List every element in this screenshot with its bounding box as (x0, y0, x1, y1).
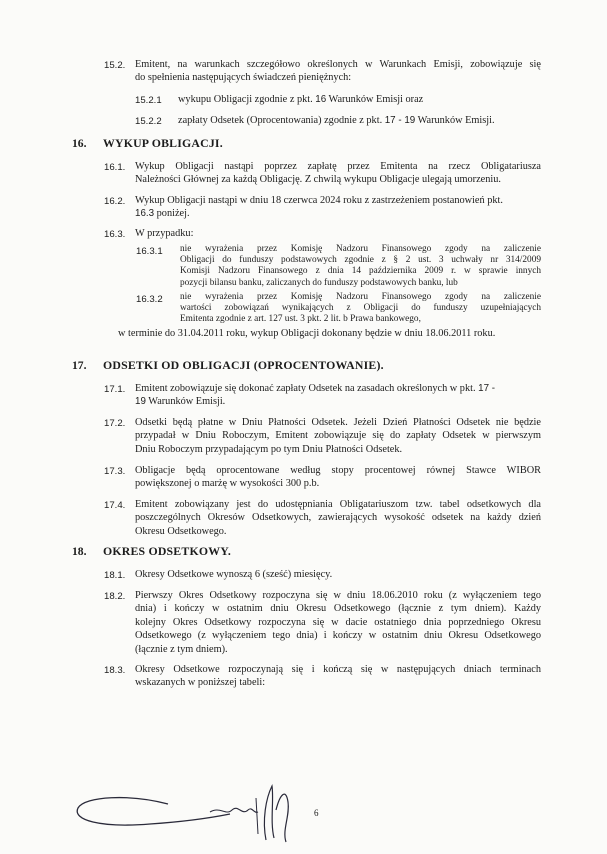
text-run: zapłaty Odsetek (Oprocentowania) zgodnie z pkt. (178, 115, 385, 126)
text-line: nie wyrażenia przez Komisję Nadzoru Finansowego zgody na zaliczenie (180, 292, 541, 302)
item-number: 18.2. (104, 591, 126, 602)
text-run: Warunków Emisji oraz (326, 94, 424, 105)
item-number: 16.3.2 (136, 294, 163, 305)
point-reference: 16.3 (135, 208, 155, 220)
text-run: poniżej. (154, 208, 190, 220)
paragraph-17-1 (135, 382, 541, 409)
text-line: nie wyrażenia przez Komisję Nadzoru Finansowego zgody na zaliczenie (180, 244, 541, 254)
text-line: Obligacji do funduszy podstawowych zgodnie z § 2 ust. 3 uchwały nr 314/2009 (180, 255, 541, 266)
item-number: 15.2.1 (135, 95, 162, 106)
text-line: Komisji Nadzoru Finansowego z dnia 14 października 2009 r. w sprawie innych (180, 266, 541, 277)
text-line: Odsetkowego (z wyłączeniem tego dnia) i kończy w ostatnim dniu Okresu Odsetkowego (135, 630, 541, 642)
paragraph-17-2 (135, 416, 541, 456)
text-line: Obligacje będą oprocentowane według stopy procentowej równej Stawce WIBOR (135, 465, 541, 476)
text-line: Odsetki będą płatne w Dniu Płatności Odsetek. Jeżeli Dzień Płatności Odsetek nie będzie (135, 417, 541, 428)
paragraph-16-3: W przypadku: (135, 228, 194, 239)
page-number: 6 (314, 808, 319, 818)
section-heading: WYKUP OBLIGACJI. (103, 136, 223, 150)
paragraph-16-1 (135, 160, 541, 187)
text-line: dnia) i kończy w ostatnim dniu Okresu Odsetkowego (łącznie z tym dniem). Każdy (135, 603, 541, 615)
paragraph-16-2 (135, 194, 541, 221)
text-line: Okresy Odsetkowe rozpoczynają się i kończą się w następujących dniach terminach (135, 664, 541, 675)
paragraph-18-1: Okresy Odsetkowe wynoszą 6 (sześć) miesięcy. (135, 569, 333, 580)
text-run: Warunków Emisji. (415, 115, 495, 126)
text-run: Warunków Emisji. (145, 396, 226, 408)
paragraph-16-3-2 (180, 292, 541, 326)
text-line: Wykup Obligacji nastąpi w dniu 18 czerwca 2024 roku z zastrzeżeniem postanowień pkt. (135, 195, 503, 206)
point-reference: 19 (135, 396, 146, 408)
text-run: wykupu Obligacji zgodnie z pkt. (178, 94, 316, 105)
item-number: 17.3. (104, 466, 126, 477)
paragraph-18-2 (135, 589, 541, 656)
paragraph-18-3 (135, 663, 541, 690)
text-line: Dniu Roboczym przypadającym po tym Dniu Płatności Odsetek. (135, 443, 403, 455)
section-heading: ODSETKI OD OBLIGACJI (OPROCENTOWANIE). (103, 358, 384, 372)
paragraph-16-3-1 (180, 244, 541, 289)
text-line: Emitenta zgodnie z art. 127 ust. 3 pkt. 2 lit. b Prawa bankowego, (180, 314, 421, 325)
item-number: 17.2. (104, 418, 126, 429)
text-line: Należności Głównej za każdą Obligację. Z chwilą wykupu Obligacje ulegają umorzeniu. (135, 174, 501, 186)
text-line: wartości zobowiązań wynikających z Obligacji do funduszy uzupełniających (180, 303, 541, 314)
point-reference: 17 - (478, 383, 496, 394)
item-number: 16.3. (104, 229, 126, 240)
text-run: Emitent zobowiązuje się dokonać zapłaty Odsetek na zasadach określonych w pkt. (135, 383, 479, 394)
item-number: 18.3. (104, 665, 126, 676)
item-number: 16.1. (104, 162, 126, 173)
text-line: (łącznie z tym dniem). (135, 643, 228, 655)
point-reference: 16 (315, 94, 327, 105)
item-number: 17.1. (104, 384, 126, 395)
text-line: Pierwszy Okres Odsetkowy rozpoczyna się w dniu 18.06.2010 roku (z wyłączeniem tego (135, 590, 541, 601)
paragraph-17-3 (135, 464, 541, 491)
text-line: przypadał w Dniu Roboczym, Emitent zobowiązuje się do zapłaty Odsetek w pierwszym (135, 430, 541, 442)
paragraph-16-3-closing: w terminie do 31.04.2011 roku, wykup Obligacji dokonany będzie w dniu 18.06.2011 roku. (118, 328, 496, 339)
text-line: poszczególnych Okresów Odsetkowych, zawierających wysokość odsetek na każdy dzień (135, 512, 541, 524)
text-line (135, 382, 541, 395)
text-line: Emitent, na warunkach szczegółowo określonych w Warunkach Emisji, zobowiązuje się (135, 59, 541, 70)
text-line: Okresu Odsetkowego. (135, 525, 227, 537)
paragraph-17-4 (135, 498, 541, 538)
section-number: 17. (72, 359, 87, 372)
paragraph-15-2-1 (178, 93, 423, 106)
text-line: Emitent zobowiązany jest do udostępniania Obligatariuszom tzw. tabel odsetkowych dla (135, 499, 541, 510)
section-heading: OKRES ODSETKOWY. (103, 544, 231, 558)
text-line: pozycji bilansu banku, zaliczanych do funduszy podstawowych banku, lub (180, 277, 458, 288)
section-number: 18. (72, 545, 87, 558)
text-line: do spełnienia następujących świadczeń pieniężnych: (135, 72, 352, 84)
text-line (135, 207, 541, 220)
text-line (135, 395, 541, 408)
item-number: 15.2.2 (135, 116, 162, 127)
text-line: powiększonej o marżę w wysokości 300 p.b. (135, 478, 320, 490)
text-line: wskazanych w poniższej tabeli: (135, 677, 266, 689)
item-number: 15.2. (104, 60, 126, 71)
item-number: 16.3.1 (136, 246, 163, 257)
paragraph-15-2-2 (178, 114, 495, 127)
paragraph-15-2 (135, 58, 541, 85)
item-number: 17.4. (104, 500, 126, 511)
item-number: 18.1. (104, 570, 126, 581)
text-line: kolejny Okres Odsetkowy rozpoczyna się w dacie ostatniego dnia poprzedniego Okresu (135, 616, 541, 628)
point-reference: 17 - 19 (384, 115, 416, 126)
section-number: 16. (72, 137, 87, 150)
text-line: Wykup Obligacji nastąpi poprzez zapłatę przez Emitenta na rzecz Obligatariusza (135, 161, 541, 172)
handwritten-initials (252, 780, 302, 846)
item-number: 16.2. (104, 196, 126, 207)
